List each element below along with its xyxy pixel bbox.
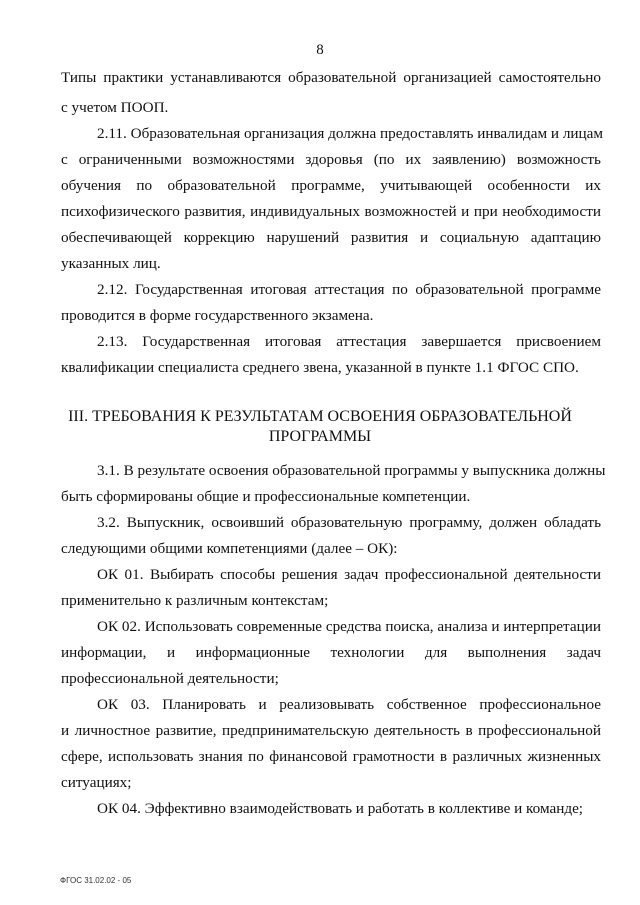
- text-line: информации, и информационные технологии для выполнения задач: [61, 644, 601, 661]
- text-line: квалификации специалиста среднего звена, указанной в пункте 1.1 ФГОС СПО.: [61, 359, 579, 376]
- text-line: и личностное развитие, предпринимательскую деятельность в профессиональной: [61, 722, 601, 739]
- section-heading: III. ТРЕБОВАНИЯ К РЕЗУЛЬТАТАМ ОСВОЕНИЯ ОБРАЗОВАТЕЛЬНОЙ: [68, 408, 572, 425]
- text-line: 3.2. Выпускник, освоивший образовательную программу, должен обладать: [97, 514, 601, 531]
- text-line: с учетом ПООП.: [61, 99, 169, 116]
- text-line: 2.12. Государственная итоговая аттестация по образовательной программе: [97, 281, 601, 298]
- text-line: сфере, использовать знания по финансовой грамотности в различных жизненных: [61, 748, 601, 765]
- text-line: ОК 02. Использовать современные средства поиска, анализа и интерпретации: [97, 618, 601, 635]
- text-line: указанных лиц.: [61, 255, 161, 272]
- section-heading-continued: ПРОГРАММЫ: [268, 428, 372, 445]
- text-line: быть сформированы общие и профессиональные компетенции.: [61, 488, 471, 505]
- page-number: 8: [316, 42, 324, 58]
- text-line: с ограниченными возможностями здоровья (по их заявлению) возможность: [61, 151, 601, 168]
- text-line: применительно к различным контекстам;: [61, 592, 329, 609]
- text-line: обеспечивающей коррекцию нарушений развития и социальную адаптацию: [61, 229, 601, 246]
- text-line: 2.11. Образовательная организация должна предоставлять инвалидам и лицам: [97, 125, 603, 142]
- text-line: обучения по образовательной программе, учитывающей особенности их: [61, 177, 601, 194]
- text-line: ОК 04. Эффективно взаимодействовать и работать в коллективе и команде;: [97, 800, 584, 817]
- text-line: ситуациях;: [61, 774, 132, 791]
- footer-code: ФГОС 31.02.02 - 05: [60, 876, 132, 885]
- text-line: профессиональной деятельности;: [61, 670, 279, 687]
- text-line: проводится в форме государственного экзамена.: [61, 307, 374, 324]
- text-line: ОК 01. Выбирать способы решения задач профессиональной деятельности: [97, 566, 601, 583]
- text-line: психофизического развития, индивидуальных возможностей и при необходимости: [61, 203, 601, 220]
- text-line: следующими общими компетенциями (далее – ОК):: [61, 540, 398, 557]
- text-line: 2.13. Государственная итоговая аттестация завершается присвоением: [97, 333, 601, 350]
- text-line: ОК 03. Планировать и реализовывать собственное профессиональное: [97, 696, 601, 713]
- text-line: 3.1. В результате освоения образовательной программы у выпускника должны: [97, 462, 606, 479]
- text-line: Типы практики устанавливаются образовательной организацией самостоятельно: [61, 69, 601, 86]
